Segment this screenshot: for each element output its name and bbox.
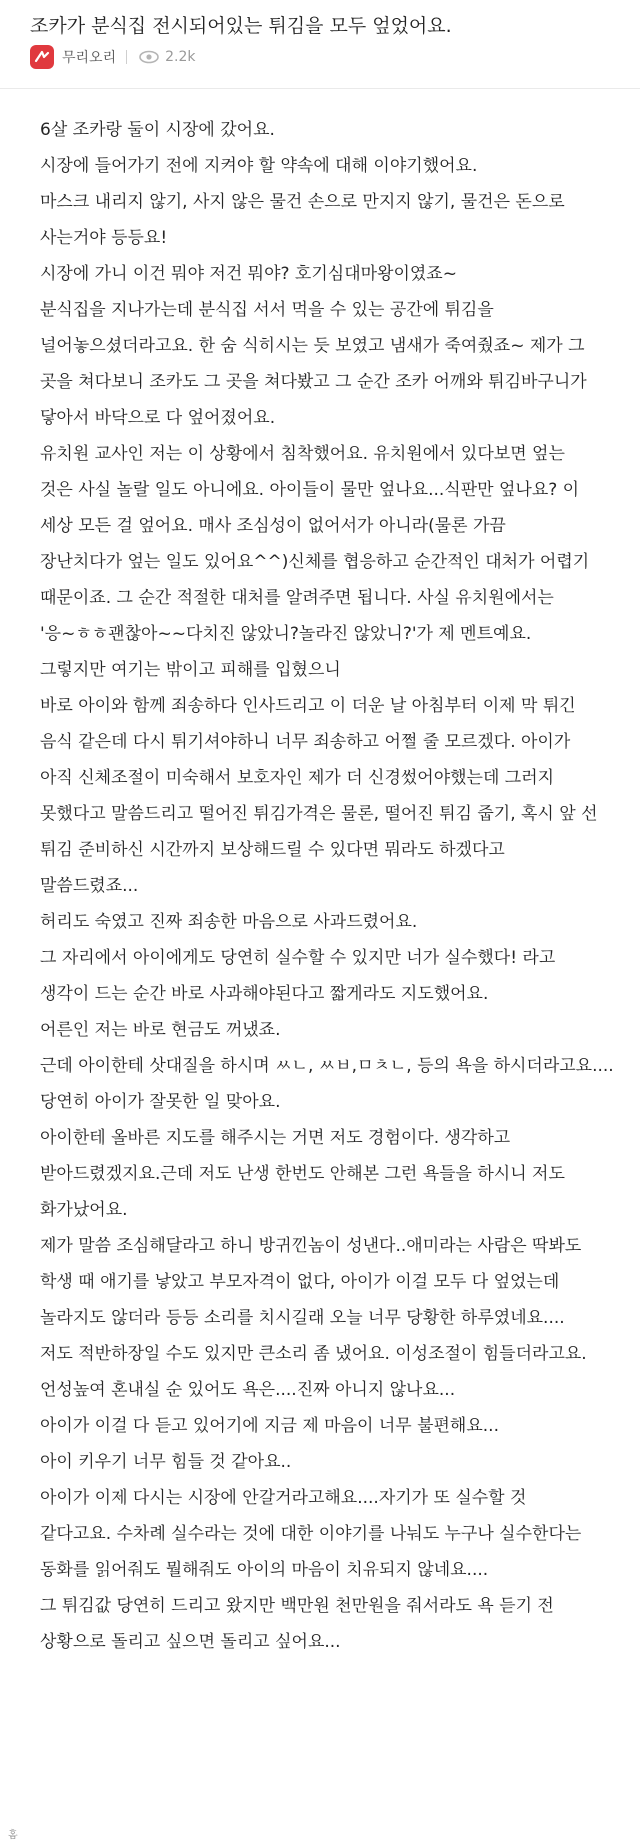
body-line: 받아드렸겠지요.근데 저도 난생 한번도 안해본 그런 욕들을 하시니 저도 xyxy=(40,1164,565,1184)
body-line: 허리도 숙였고 진짜 죄송한 마음으로 사과드렸어요. xyxy=(40,912,418,932)
body-line: 때문이죠. 그 순간 적절한 대처를 알려주면 됩니다. 사실 유치원에서는 xyxy=(40,588,554,608)
body-line: 어른인 저는 바로 현금도 꺼냈죠. xyxy=(40,1020,281,1040)
body-line: 튀김 준비하신 시간까지 보상해드릴 수 있다면 뭐라도 하겠다고 xyxy=(40,840,505,860)
author-name[interactable]: 무리오리 xyxy=(62,50,117,66)
body-line: 같다고요. 수차례 실수라는 것에 대한 이야기를 나눠도 누구나 실수한다는 xyxy=(40,1524,582,1544)
post-meta xyxy=(30,44,195,70)
body-line: 동화를 읽어줘도 뭘해줘도 아이의 마음이 치유되지 않네요.... xyxy=(40,1560,489,1580)
body-line: 아이가 이걸 다 듣고 있어기에 지금 제 마음이 너무 불편해요... xyxy=(40,1416,499,1436)
body-line: 말씀드렸죠... xyxy=(40,876,139,896)
body-line: 장난치다가 엎는 일도 있어요^^)신체를 협응하고 순간적인 대처가 어렵기 xyxy=(40,552,590,572)
body-line: 분식집을 지나가는데 분식집 서서 먹을 수 있는 공간에 튀김을 xyxy=(40,300,494,320)
body-line: 저도 적반하장일 수도 있지만 큰소리 좀 냈어요. 이성조절이 힘들더라고요. xyxy=(40,1344,587,1364)
body-line: 유치원 교사인 저는 이 상황에서 침착했어요. 유치원에서 있다보면 엎는 xyxy=(40,444,565,464)
meta-divider xyxy=(126,50,127,64)
body-line: 세상 모든 걸 엎어요. 매사 조심성이 없어서가 아니라(물론 가끔 xyxy=(40,516,506,536)
body-line: 그 자리에서 아이에게도 당연히 실수할 수 있지만 너가 실수했다! 라고 xyxy=(40,948,556,968)
body-line: '응~ㅎㅎ괜찮아~~다치진 않았니?놀라진 않았니?'가 제 멘트예요. xyxy=(40,624,532,644)
body-line: 생각이 드는 순간 바로 사과해야된다고 짧게라도 지도했어요. xyxy=(40,984,489,1004)
body-line: 근데 아이한테 삿대질을 하시며 ㅆㄴ, ㅆㅂ,ㅁㅊㄴ, 등의 욕을 하시더라고요.... xyxy=(40,1056,614,1076)
body-line: 것은 사실 놀랄 일도 아니에요. 아이들이 물만 엎나요...식판만 엎나요? 이 xyxy=(40,480,580,500)
body-line: 닿아서 바닥으로 다 엎어졌어요. xyxy=(40,408,276,428)
body-line: 널어놓으셨더라고요. 한 숨 식히시는 듯 보였고 냄새가 죽여줬죠~ 제가 그 xyxy=(40,336,585,356)
body-line: 당연히 아이가 잘못한 일 맞아요. xyxy=(40,1092,281,1112)
body-line: 아이 키우기 너무 힘들 것 같아요.. xyxy=(40,1452,292,1472)
body-line: 제가 말씀 조심해달라고 하니 방귀낀놈이 성낸다..애미라는 사람은 딱봐도 xyxy=(40,1236,582,1256)
body-line: 음식 같은데 다시 튀기셔야하니 너무 죄송하고 어쩔 줄 모르겠다. 아이가 xyxy=(40,732,571,752)
cafe-logo-icon[interactable] xyxy=(30,45,54,69)
eye-icon xyxy=(139,50,159,64)
body-line: 그 튀김값 당연히 드리고 왔지만 백만원 천만원을 줘서라도 욕 듣기 전 xyxy=(40,1596,554,1616)
body-line: 언성높여 혼내실 순 있어도 욕은....진짜 아니지 않나요... xyxy=(40,1380,456,1400)
footer-mark: 홈 xyxy=(8,1830,18,1841)
body-line: 아이가 이제 다시는 시장에 안갈거라고해요....자기가 또 실수할 것 xyxy=(40,1488,527,1508)
body-line: 못했다고 말씀드리고 떨어진 튀김가격은 물론, 떨어진 튀김 줍기, 혹시 앞 선 xyxy=(40,804,598,824)
body-line: 사는거야 등등요! xyxy=(40,228,168,248)
body-line: 화가났어요. xyxy=(40,1200,128,1220)
header-divider xyxy=(0,88,640,89)
body-line: 그렇지만 여기는 밖이고 피해를 입혔으니 xyxy=(40,660,341,680)
body-line: 놀라지도 않더라 등등 소리를 치시길래 오늘 너무 당황한 하루였네요.... xyxy=(40,1308,565,1328)
body-line: 학생 때 애기를 낳았고 부모자격이 없다, 아이가 이걸 모두 다 엎었는데 xyxy=(40,1272,560,1292)
article-body xyxy=(40,112,630,1660)
post-title: 조카가 분식집 전시되어있는 튀김을 모두 엎었어요. xyxy=(30,15,452,37)
body-line: 상황으로 돌리고 싶으면 돌리고 싶어요... xyxy=(40,1632,341,1652)
body-line: 곳을 쳐다보니 조카도 그 곳을 쳐다봤고 그 순간 조카 어깨와 튀김바구니가 xyxy=(40,372,587,392)
body-line: 6살 조카랑 둘이 시장에 갔어요. xyxy=(40,120,275,140)
body-line: 아직 신체조절이 미숙해서 보호자인 제가 더 신경썼어야했는데 그러지 xyxy=(40,768,555,788)
body-line: 마스크 내리지 않기, 사지 않은 물건 손으로 만지지 않기, 물건은 돈으로 xyxy=(40,192,565,212)
body-line: 바로 아이와 함께 죄송하다 인사드리고 이 더운 날 아침부터 이제 막 튀긴 xyxy=(40,696,576,716)
body-line: 시장에 가니 이건 뭐야 저건 뭐야? 호기심대마왕이였죠~ xyxy=(40,264,457,284)
body-line: 아이한테 올바른 지도를 해주시는 거면 저도 경험이다. 생각하고 xyxy=(40,1128,511,1148)
body-line: 시장에 들어가기 전에 지켜야 할 약속에 대해 이야기했어요. xyxy=(40,156,478,176)
view-count: 2.2k xyxy=(165,49,196,65)
